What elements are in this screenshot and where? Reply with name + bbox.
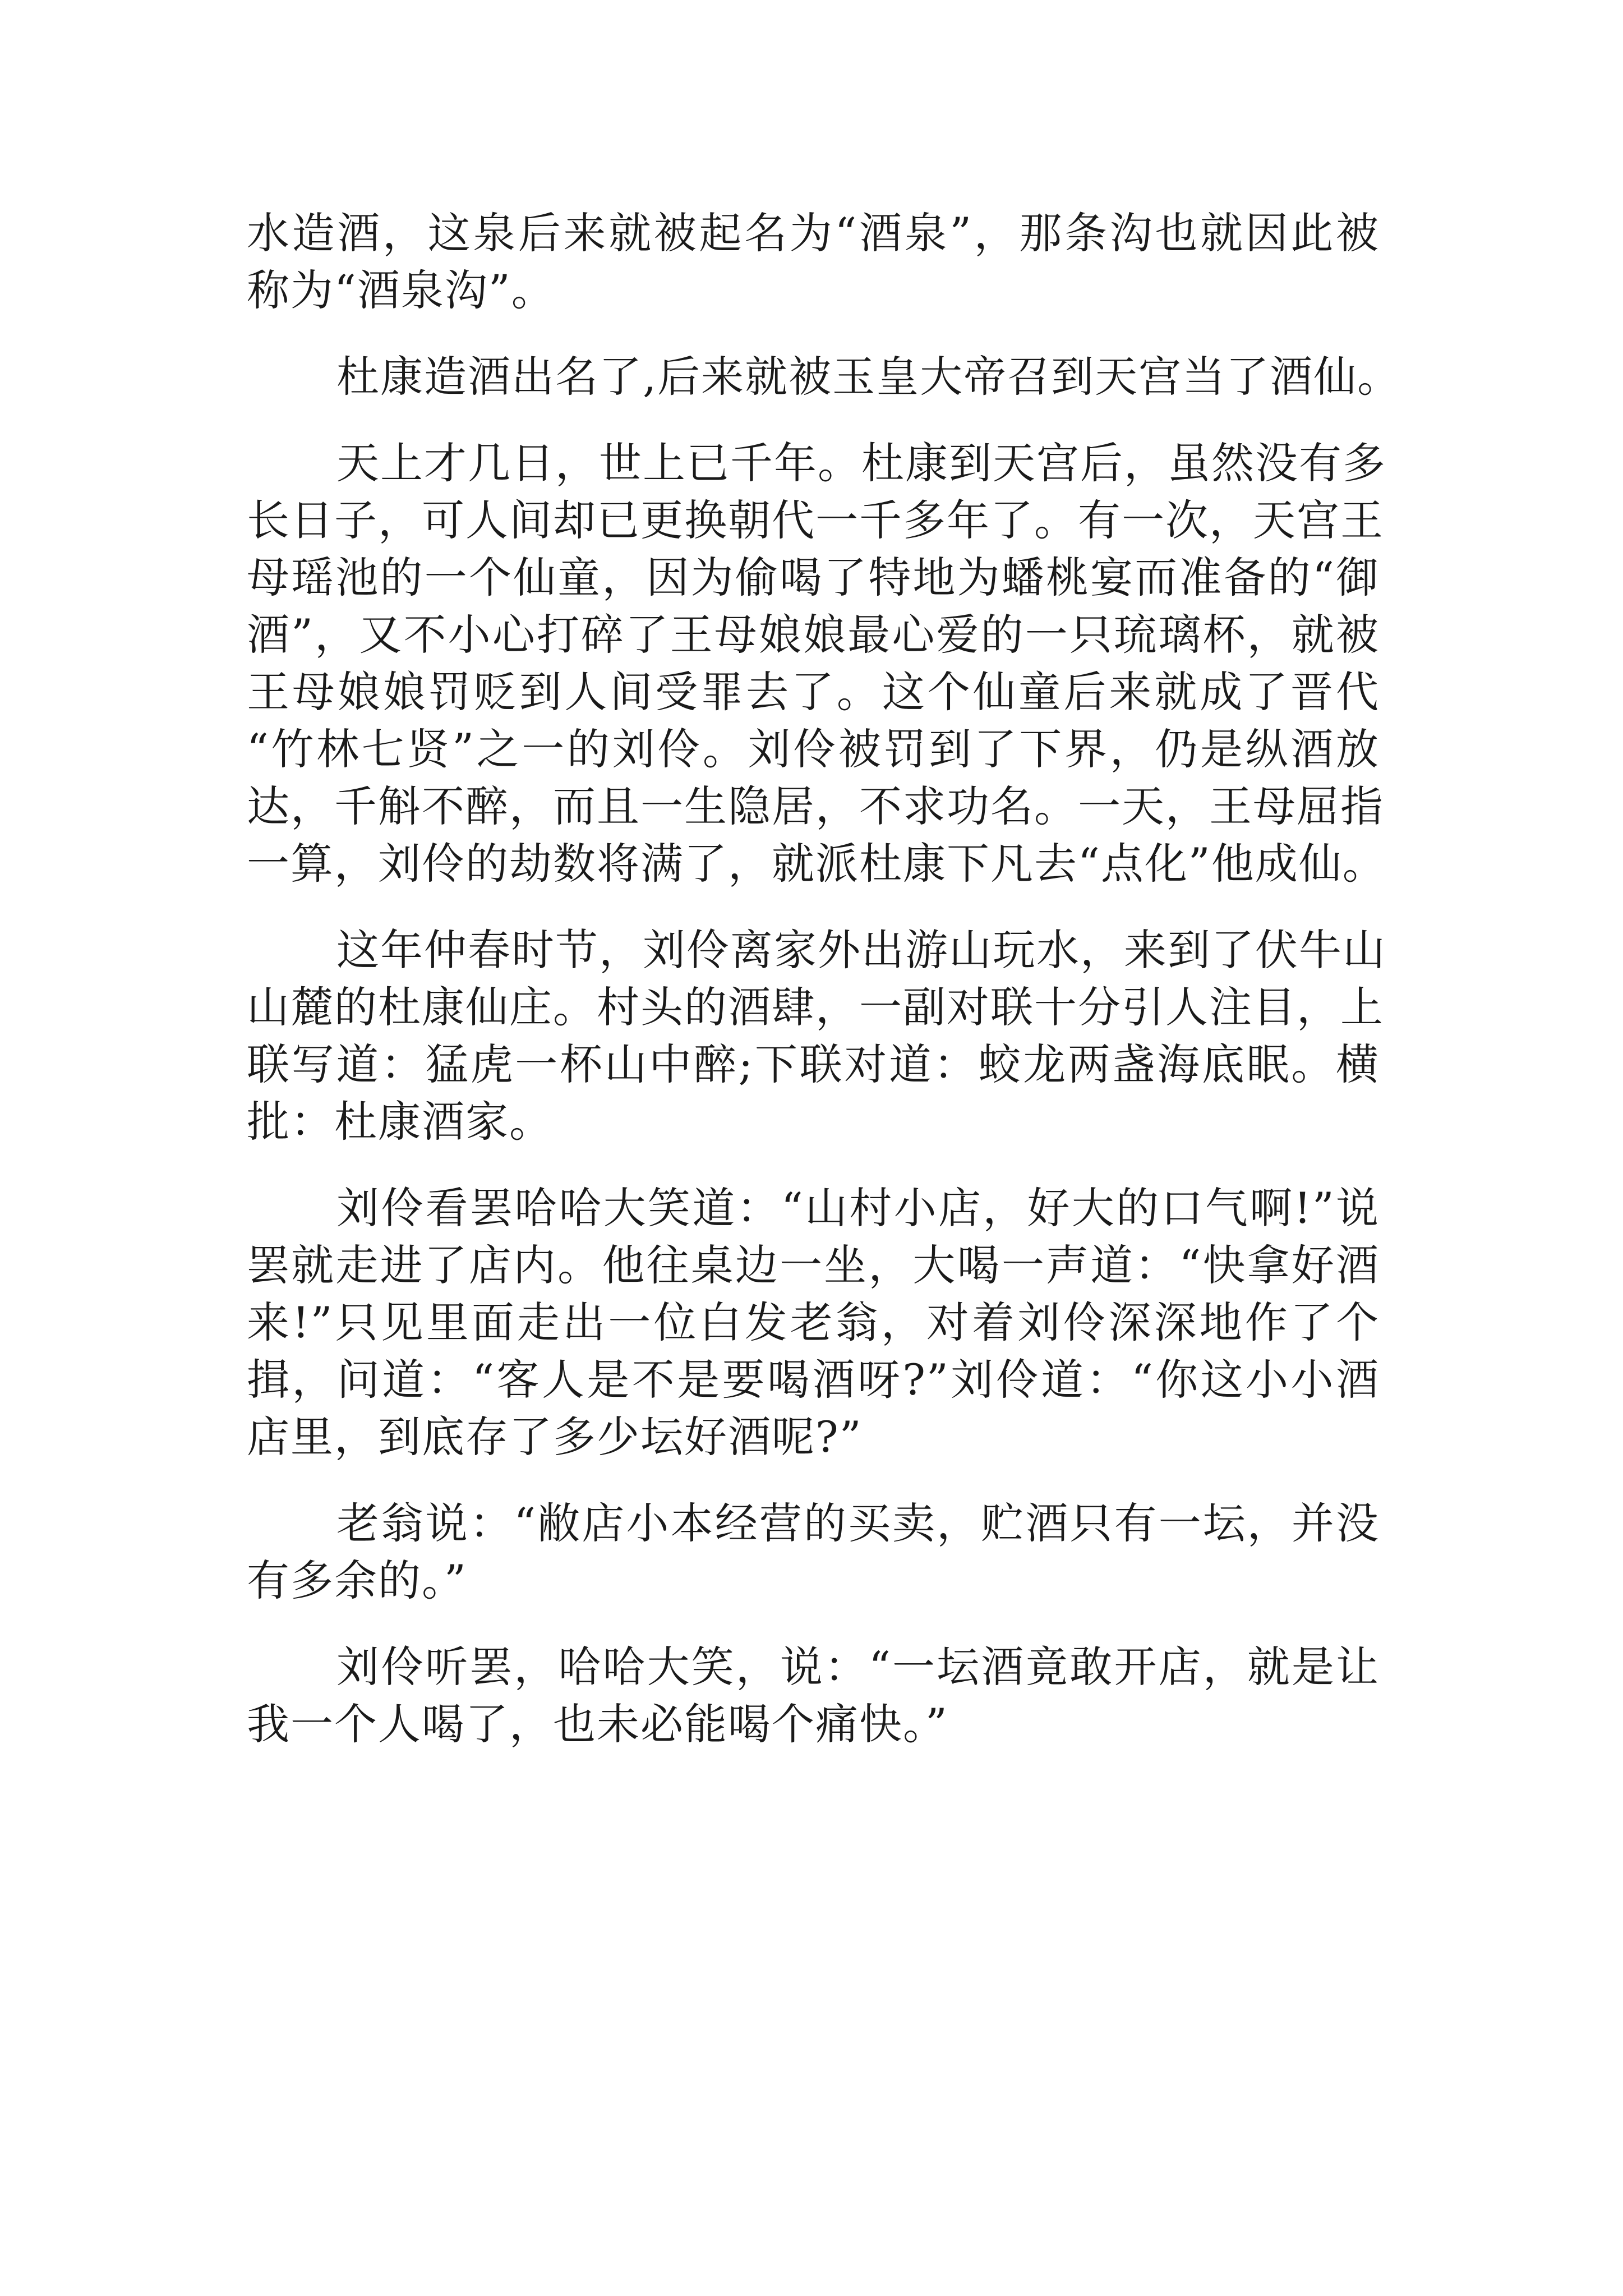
text-line: 称为“酒泉沟”。 [247, 265, 555, 315]
text-line: 老翁说：“敝店小本经营的买卖，贮酒只有一坛，并没 [336, 1498, 1380, 1548]
text-line: 王母娘娘罚贬到人间受罪去了。这个仙童后来就成了晋代 [247, 667, 1380, 717]
text-line: 我一个人喝了，也未必能喝个痛快。” [247, 1699, 948, 1749]
text-line: 达，千斛不醉，而且一生隐居，不求功名。一天，王母屈指 [247, 781, 1384, 831]
text-line: 罢就走进了店内。他往桌边一坐，大喝一声道：“快拿好酒 [247, 1240, 1380, 1290]
text-line: 联写道：猛虎一杯山中醉;下联对道：蛟龙两盏海底眠。横 [247, 1039, 1380, 1089]
text-line: 天上才几日，世上已千年。杜康到天宫后，虽然没有多 [336, 438, 1386, 488]
text-line: 酒”，又不小心打碎了王母娘娘最心爱的一只琉璃杯，就被 [247, 610, 1380, 660]
text-line: 一算，刘伶的劫数将满了，就派杜康下凡去“点化”他成仙。 [247, 839, 1386, 889]
text-line: 刘伶听罢，哈哈大笑，说：“一坛酒竟敢开店，就是让 [336, 1642, 1380, 1692]
text-line: 杜康造酒出名了,后来就被玉皇大帝召到天宫当了酒仙。 [336, 352, 1401, 402]
text-line: 揖，问道：“客人是不是要喝酒呀?”刘伶道：“你这小小酒 [247, 1355, 1380, 1405]
text-line: “竹林七贤”之一的刘伶。刘伶被罚到了下界，仍是纵酒放 [247, 724, 1380, 774]
text-line: 来!”只见里面走出一位白发老翁，对着刘伶深深地作了个 [247, 1297, 1380, 1347]
text-line: 这年仲春时节，刘伶离家外出游山玩水，来到了伏牛山 [336, 925, 1386, 975]
text-line: 有多余的。” [247, 1556, 467, 1605]
text-line: 批：杜康酒家。 [247, 1097, 553, 1147]
text-line: 水造酒，这泉后来就被起名为“酒泉”，那条沟也就因此被 [247, 208, 1380, 258]
text-line: 母瑶池的一个仙童，因为偷喝了特地为蟠桃宴而准备的“御 [247, 553, 1380, 602]
text-line: 山麓的杜康仙庄。村头的酒肆，一副对联十分引人注目，上 [247, 982, 1384, 1032]
text-body [247, 205, 1401, 1753]
text-line: 刘伶看罢哈哈大笑道：“山村小店，好大的口气啊!”说 [336, 1183, 1380, 1233]
text-line: 长日子，可人间却已更换朝代一千多年了。有一次，天宫王 [247, 495, 1384, 545]
text-line: 店里，到底存了多少坛好酒呢?” [247, 1412, 863, 1462]
